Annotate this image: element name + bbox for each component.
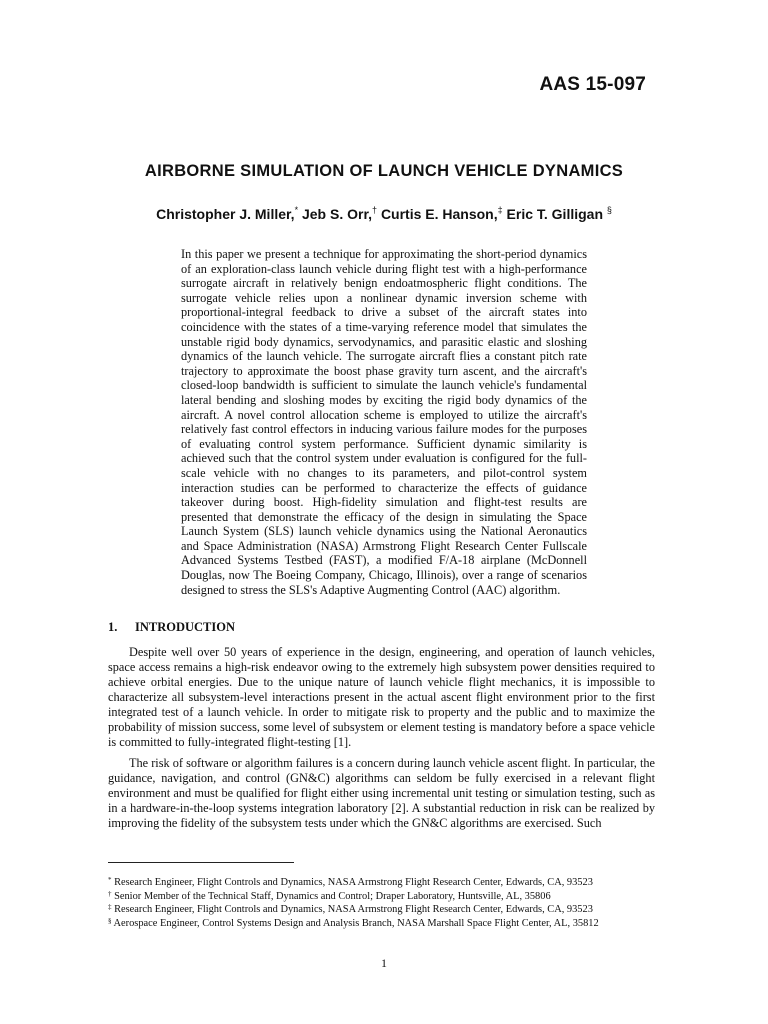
report-number: AAS 15-097: [539, 74, 646, 95]
paragraph: The risk of software or algorithm failures is a concern during launch vehicle ascent flight. In particular, the guidance, navigation, and control (GN&C) algorithms can seldom be fully exercised in a relevant flight environment and must be qualified for flight either using incremental unit testing or simulation testing, such as in a hardware-in-the-loop systems integration laboratory [2]. A substantial reduction in risk can be realized by improving the fidelity of the subsystem tests under which the GN&C algorithms are exercised. Such: [108, 756, 655, 830]
introduction-body: [108, 645, 655, 837]
paper-title: AIRBORNE SIMULATION OF LAUNCH VEHICLE DYNAMICS: [144, 162, 624, 180]
footnote: [108, 903, 668, 917]
author-2: [302, 206, 377, 222]
footnote-divider: [108, 862, 294, 863]
footnote: [108, 876, 668, 890]
author-1: [156, 206, 298, 222]
abstract: In this paper we present a technique for approximating the short-period dynamics of an exploration-class launch vehicle during flight test with a high-performance surrogate aircraft in relatively benign endoatmospheric flight conditions. The surrogate vehicle relies upon a nonlinear dynamic inversion scheme with proportional-integral feedback to drive a subset of the aircraft states into coincidence with the states of a time-varying reference model that simulates the unstable rigid body dynamics, servodynamics, and parasitic elastic and sloshing dynamics of the launch vehicle. The surrogate aircraft flies a constant pitch rate trajectory to approximate the boost phase gravity turn ascent, and the aircraft's closed-loop bandwidth is sufficient to simulate the launch vehicle's fundamental lateral bending and sloshing modes by exciting the rigid body dynamics of the aircraft. A novel control allocation scheme is employed to utilize the aircraft's relatively fast control effectors in inducing various failure modes for the purposes of evaluating control system performance. Sufficient dynamic similarity is achieved such that the control system under evaluation is configured for the full-scale vehicle with no changes to its parameters, and pilot-control system interaction studies can be performed to characterize the effects of guidance takeover during boost. High-fidelity simulation and flight-test results are presented that demonstrate the efficacy of the design in simulating the Space Launch System (SLS) launch vehicle dynamics using the National Aeronautics and Space Administration (NASA) Armstrong Flight Research Center Fullscale Advanced Systems Testbed (FAST), a modified F/A-18 airplane (McDonnell Douglas, now The Boeing Company, Chicago, Illinois), over a range of scenarios designed to stress the SLS's Adaptive Augmenting Control (AAC) algorithm.: [181, 247, 587, 597]
footnote: [108, 890, 668, 904]
footnote-mark: §: [108, 917, 112, 926]
footnote-text: Research Engineer, Flight Controls and Dynamics, NASA Armstrong Flight Research Center, Edwards, CA, 93523: [111, 877, 593, 888]
paragraph: Despite well over 50 years of experience in the design, engineering, and operation of launch vehicles, space access remains a high-risk endeavor owing to the extremely high subsystem power densities required to achieve orbital energies. Due to the unique nature of launch vehicle flight mechanics, it is impossible to characterize all subsystem-level interactions present in the actual ascent flight environment prior to the first integrated test of a launch vehicle. In order to mitigate risk to property and the public and to maximize the probability of mission success, some level of subsystem or element testing is mandatory before a space vehicle is committed to fully-integrated flight-testing [1].: [108, 645, 655, 749]
section-number: 1.: [108, 620, 118, 634]
footnotes: [108, 876, 668, 931]
footnote-text: Senior Member of the Technical Staff, Dynamics and Control; Draper Laboratory, Huntsville, AL, 35806: [111, 890, 551, 902]
author-footnote-mark: §: [606, 205, 612, 215]
author-list: [0, 206, 768, 222]
author-footnote-mark: *: [294, 205, 299, 215]
author-name: Curtis E. Hanson,: [380, 206, 498, 222]
footnote-mark: *: [108, 876, 112, 884]
author-3: [381, 206, 503, 222]
footnote-text: Research Engineer, Flight Controls and Dynamics, NASA Armstrong Flight Research Center, Edwards, CA, 93523: [111, 904, 593, 916]
section-heading: [108, 620, 235, 635]
author-footnote-mark: ‡: [497, 205, 503, 215]
author-4: [507, 206, 612, 222]
footnote-mark: †: [108, 889, 112, 898]
author-name: Christopher J. Miller,: [156, 206, 295, 222]
footnote-text: Aerospace Engineer, Control Systems Design and Analysis Branch, NASA Marshall Space Flight Center, AL, 35812: [111, 918, 599, 930]
author-name: Eric T. Gilligan: [506, 206, 603, 222]
author-name: Jeb S. Orr,: [301, 206, 373, 222]
footnote-mark: ‡: [108, 903, 112, 912]
page-number: 1: [381, 956, 387, 970]
footnote: [108, 917, 668, 931]
section-title: INTRODUCTION: [135, 620, 236, 634]
author-footnote-mark: †: [372, 205, 378, 215]
